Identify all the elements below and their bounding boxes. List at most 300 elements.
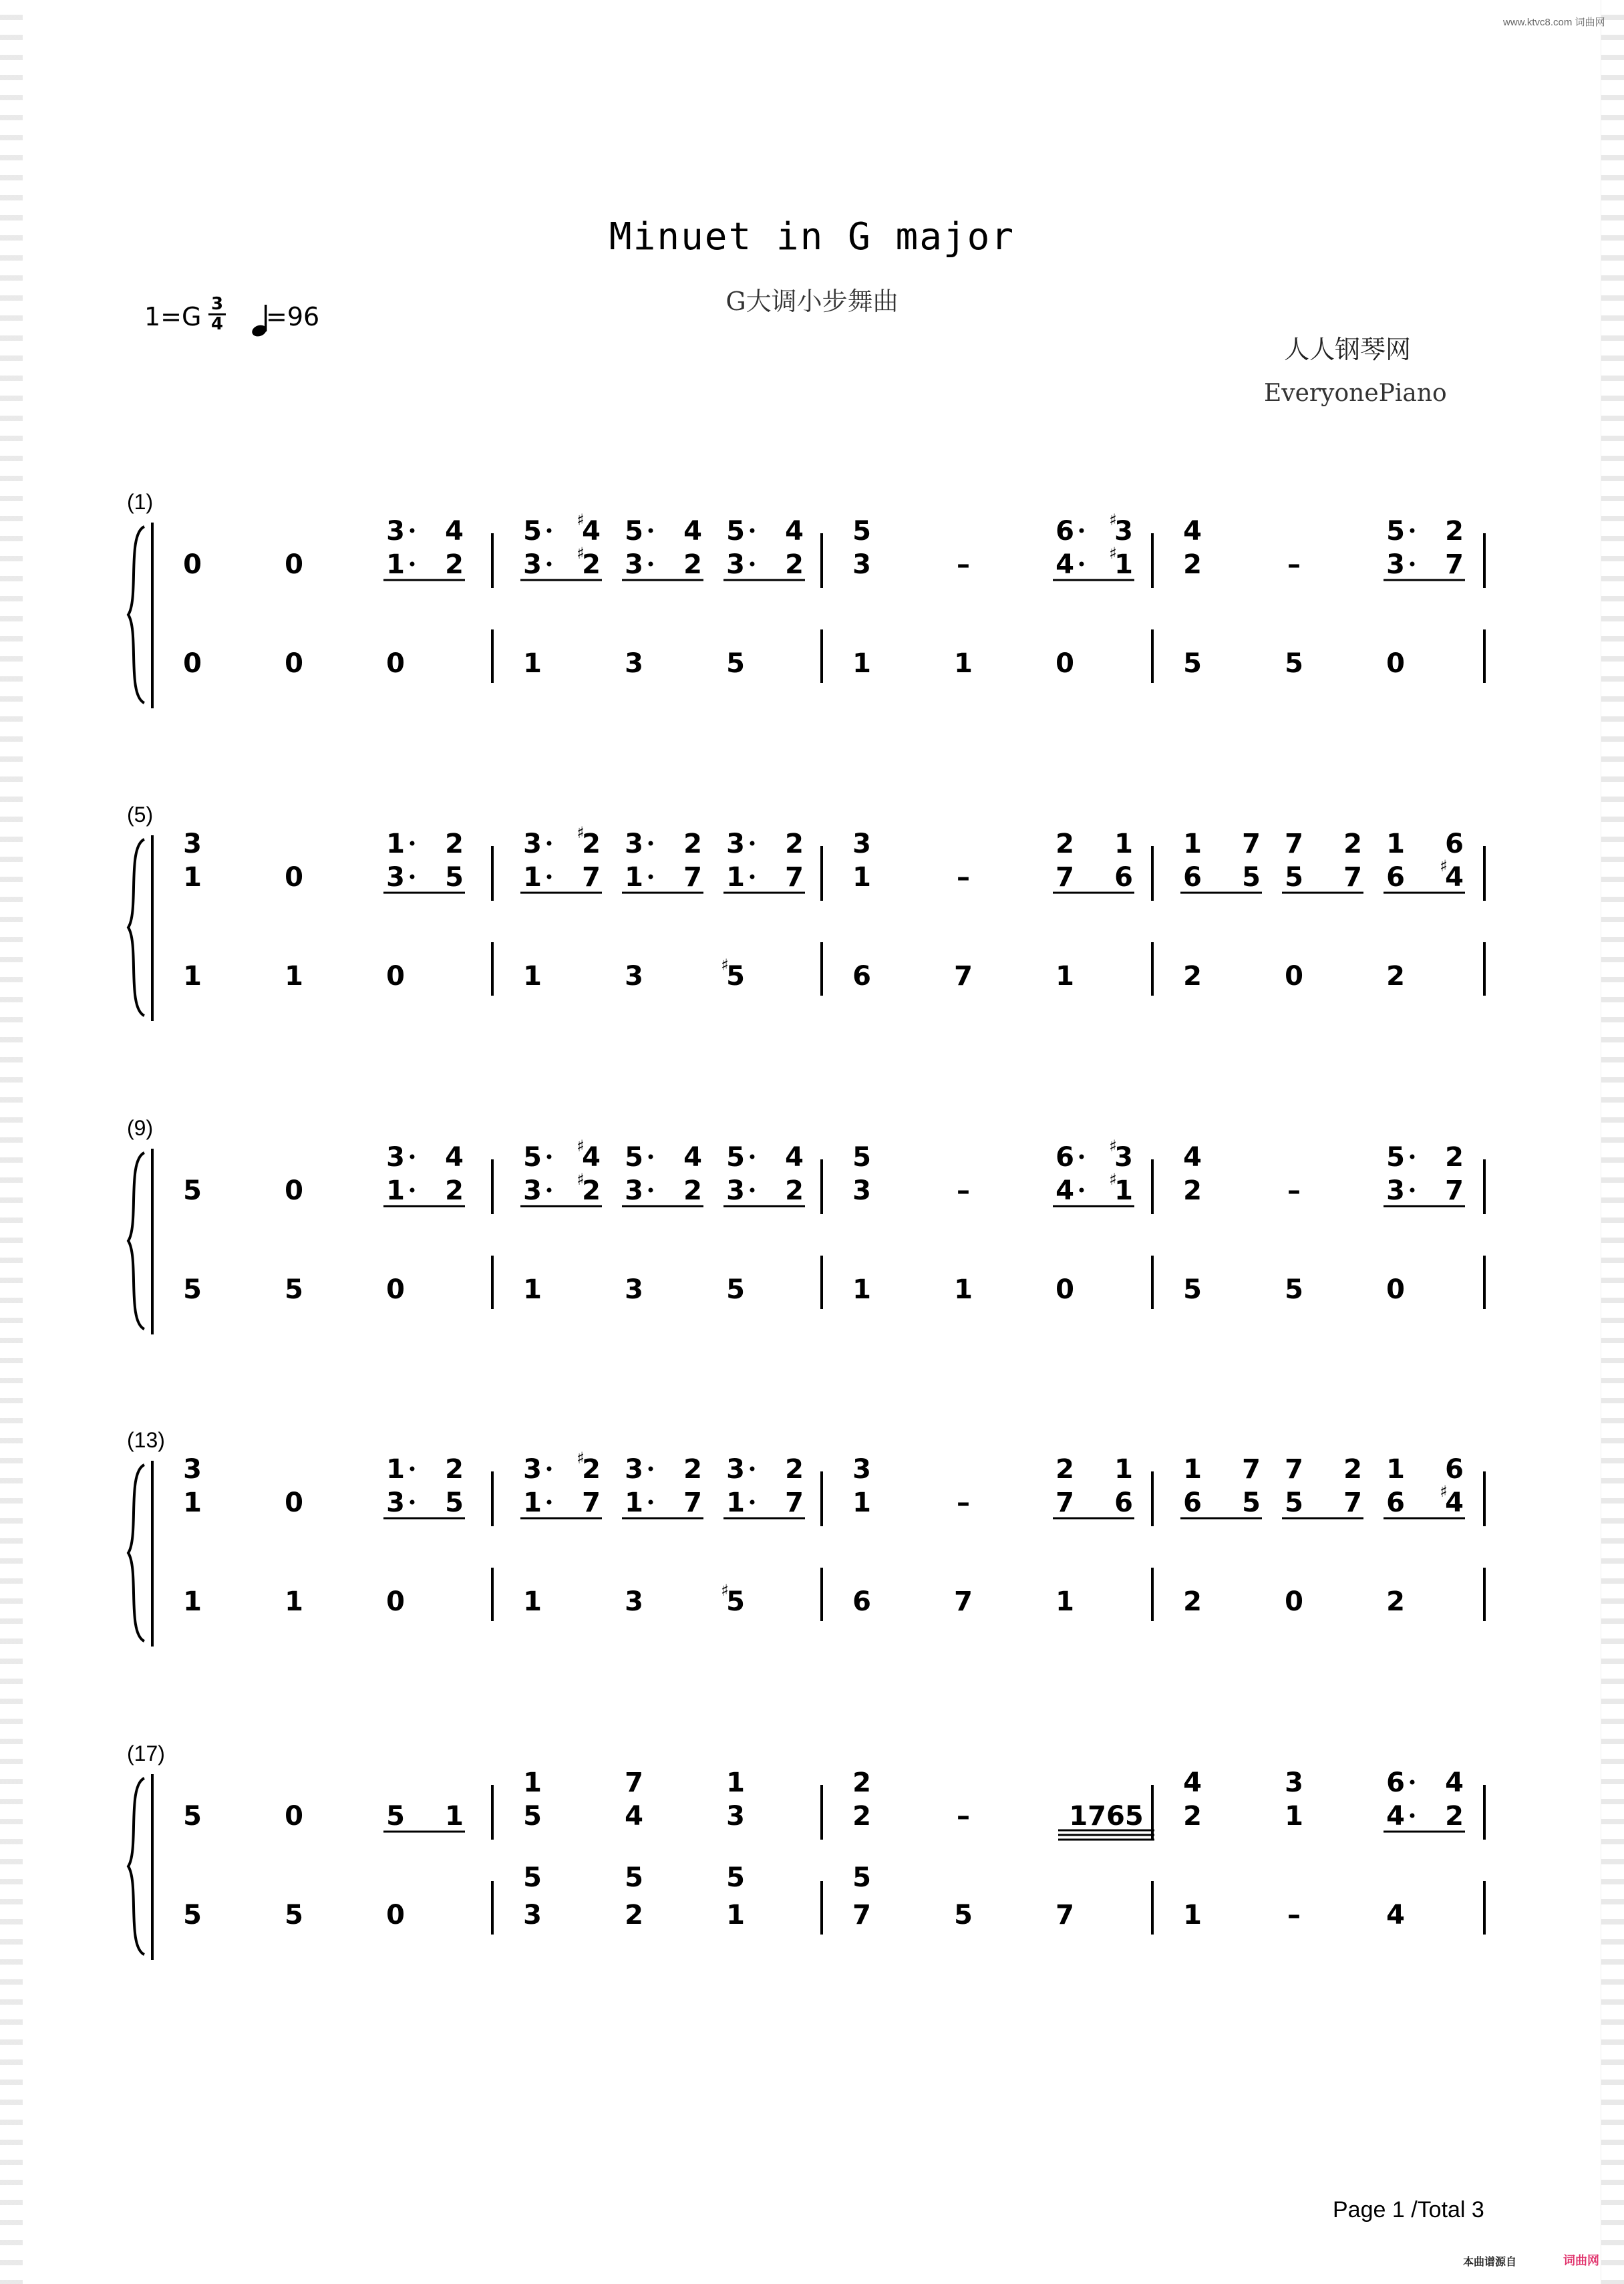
augmentation-dot <box>1410 1814 1415 1818</box>
bass-note: 1 <box>183 961 202 992</box>
treble-upper-note: 1 <box>523 1767 542 1798</box>
treble-upper-note: 3 <box>625 829 643 859</box>
treble-lower-note: 3 <box>523 1175 542 1206</box>
treble-lower-note: 1 <box>445 1801 464 1832</box>
treble-upper-note: 2 <box>852 1767 871 1798</box>
treble-upper-note: 5 <box>1386 516 1405 547</box>
score-system <box>0 1733 1624 2013</box>
treble-upper-note: 4 <box>1445 1767 1464 1798</box>
treble-upper-note: 2 <box>785 829 804 859</box>
augmentation-dot <box>410 1155 415 1159</box>
augmentation-dot <box>1080 529 1084 533</box>
treble-lower-note: 7 <box>1343 862 1362 893</box>
source-site: 词曲网 <box>1563 2254 1599 2268</box>
bass-note: 5 <box>1183 1274 1202 1305</box>
bass-note: 5 <box>1183 648 1202 679</box>
augmentation-dot <box>750 1467 755 1471</box>
augmentation-dot <box>547 841 552 846</box>
augmentation-dot <box>1410 1155 1415 1159</box>
treble-lower-note: 2 <box>852 1801 871 1832</box>
bass-upper-note: 5 <box>852 1862 871 1893</box>
bass-note: 7 <box>1055 1900 1074 1931</box>
bass-upper-note: 5 <box>625 1862 643 1893</box>
grand-staff-brace <box>128 1465 144 1641</box>
measure-number: (17) <box>127 1741 165 1765</box>
time-sig-bottom: 4 <box>210 314 224 334</box>
augmentation-dot <box>410 875 415 879</box>
treble-upper-note: 4 <box>785 516 804 547</box>
augmentation-dot <box>410 1467 415 1471</box>
treble-lower-note: 3 <box>386 1487 405 1518</box>
treble-upper-note: 1 <box>1183 829 1202 859</box>
augmentation-dot <box>547 529 552 533</box>
treble-lower-note: 4 <box>1445 1487 1464 1518</box>
treble-upper-note: 7 <box>1242 829 1261 859</box>
treble-lower-note: 7 <box>1445 549 1464 580</box>
augmentation-dot <box>1410 1780 1415 1785</box>
treble-lower-note: 5 <box>183 1801 202 1832</box>
treble-lower-note: 2 <box>1183 1175 1202 1206</box>
treble-lower-note: 5 <box>523 1801 542 1832</box>
treble-lower-note: 1 <box>852 1487 871 1518</box>
treble-lower-note: 0 <box>285 549 303 580</box>
treble-upper-note: 6 <box>1386 1767 1405 1798</box>
bass-note: 1 <box>954 1274 973 1305</box>
bass-note: 0 <box>183 648 202 679</box>
treble-upper-note: 3 <box>386 516 405 547</box>
treble-lower-note: 4 <box>1055 1175 1074 1206</box>
score-subtitle: G大调小步舞曲 <box>725 287 899 316</box>
bass-note: 5 <box>183 1900 202 1931</box>
bass-note: 6 <box>852 961 871 992</box>
augmentation-dot <box>750 1188 755 1193</box>
treble-lower-note: 0 <box>183 549 202 580</box>
augmentation-dot <box>410 529 415 533</box>
augmentation-dot <box>649 1155 653 1159</box>
treble-lower-note: 0 <box>285 1175 303 1206</box>
treble-lower-note: 7 <box>1055 1487 1074 1518</box>
grand-staff-brace <box>128 527 144 703</box>
bass-note: 1 <box>1183 1900 1202 1931</box>
treble-lower-note: – <box>957 1801 970 1832</box>
treble-lower-note: 7 <box>582 862 601 893</box>
treble-lower-note: 0 <box>285 862 303 893</box>
bass-note: 1 <box>523 1586 542 1617</box>
treble-lower-note: 3 <box>726 1175 745 1206</box>
augmentation-dot <box>649 1188 653 1193</box>
bass-note: 0 <box>1285 1586 1303 1617</box>
treble-lower-note: 3 <box>386 862 405 893</box>
score-system <box>0 794 1624 1075</box>
bass-note: – <box>1287 1900 1301 1931</box>
bass-note: 0 <box>386 1586 405 1617</box>
sharp-sign: ♯ <box>1109 1170 1117 1189</box>
bass-note: 2 <box>1183 961 1202 992</box>
treble-upper-note: 1 <box>1386 829 1405 859</box>
augmentation-dot <box>649 1500 653 1505</box>
grand-staff-brace <box>128 1778 144 1955</box>
bass-note: 1 <box>523 961 542 992</box>
treble-lower-note: 2 <box>785 549 804 580</box>
treble-upper-note: 5 <box>523 1142 542 1173</box>
treble-upper-note: 2 <box>1055 829 1074 859</box>
bass-note: 0 <box>285 648 303 679</box>
augmentation-dot <box>547 1155 552 1159</box>
treble-upper-note: 1 <box>386 1454 405 1485</box>
treble-lower-note: 2 <box>683 549 702 580</box>
treble-lower-note: 3 <box>625 549 643 580</box>
treble-lower-note: 7 <box>785 862 804 893</box>
augmentation-dot <box>1410 529 1415 533</box>
measure-number: (5) <box>127 803 154 827</box>
bass-note: 5 <box>1285 1274 1303 1305</box>
augmentation-dot <box>750 875 755 879</box>
augmentation-dot <box>649 529 653 533</box>
treble-upper-note: 5 <box>1386 1142 1405 1173</box>
treble-upper-note: 3 <box>726 829 745 859</box>
treble-upper-note: 2 <box>582 1454 601 1485</box>
treble-lower-note: 1 <box>386 549 405 580</box>
treble-upper-note: 2 <box>1343 829 1362 859</box>
augmentation-dot <box>547 875 552 879</box>
measure-number: (1) <box>127 490 154 514</box>
treble-upper-note: 5 <box>523 516 542 547</box>
bass-note: 0 <box>386 648 405 679</box>
treble-lower-note: 5 <box>1242 862 1261 893</box>
treble-upper-note: 6 <box>1055 516 1074 547</box>
treble-lower-note: 0 <box>285 1487 303 1518</box>
treble-lower-note: 3 <box>1386 1175 1405 1206</box>
treble-upper-note: 5 <box>625 1142 643 1173</box>
bass-note: 3 <box>523 1900 542 1931</box>
measure-number: (13) <box>127 1428 165 1452</box>
treble-upper-note: 4 <box>445 1142 464 1173</box>
score-system <box>0 481 1624 762</box>
augmentation-dot <box>649 562 653 567</box>
treble-note-group: 1765 <box>1069 1801 1144 1832</box>
treble-upper-note: 3 <box>183 1454 202 1485</box>
bass-note: 1 <box>183 1586 202 1617</box>
treble-upper-note: 3 <box>625 1454 643 1485</box>
augmentation-dot <box>547 562 552 567</box>
treble-lower-note: 6 <box>1386 1487 1405 1518</box>
bass-note: 0 <box>1055 1274 1074 1305</box>
treble-lower-note: 7 <box>683 862 702 893</box>
treble-lower-note: 4 <box>1055 549 1074 580</box>
time-sig-top: 3 <box>208 295 226 315</box>
augmentation-dot <box>547 1467 552 1471</box>
bass-note: 4 <box>1386 1900 1405 1931</box>
bass-note: 1 <box>726 1900 745 1931</box>
treble-lower-note: 5 <box>386 1801 405 1832</box>
treble-upper-note: 6 <box>1445 829 1464 859</box>
bass-note: 7 <box>954 961 973 992</box>
treble-lower-note: 3 <box>852 1175 871 1206</box>
bass-note: 1 <box>285 1586 303 1617</box>
treble-lower-note: 2 <box>445 1175 464 1206</box>
treble-upper-note: 1 <box>1114 1454 1133 1485</box>
augmentation-dot <box>750 529 755 533</box>
treble-upper-note: 3 <box>386 1142 405 1173</box>
treble-upper-note: 7 <box>625 1767 643 1798</box>
treble-upper-note: 1 <box>386 829 405 859</box>
sharp-sign: ♯ <box>1109 1137 1117 1155</box>
treble-lower-note: 5 <box>1285 862 1303 893</box>
bass-upper-note: 5 <box>726 1862 745 1893</box>
treble-lower-note: 3 <box>726 549 745 580</box>
treble-lower-note: 1 <box>625 1487 643 1518</box>
bass-note: 1 <box>1055 961 1074 992</box>
augmentation-dot <box>1080 1188 1084 1193</box>
treble-lower-note: 2 <box>1183 1801 1202 1832</box>
treble-lower-note: 3 <box>523 549 542 580</box>
treble-upper-note: 2 <box>1055 1454 1074 1485</box>
bass-note: 1 <box>1055 1586 1074 1617</box>
treble-lower-note: 1 <box>625 862 643 893</box>
treble-upper-note: 7 <box>1285 829 1303 859</box>
augmentation-dot <box>547 1188 552 1193</box>
bass-note: 0 <box>386 1900 405 1931</box>
treble-upper-note: 5 <box>625 516 643 547</box>
treble-lower-note: 3 <box>852 549 871 580</box>
bass-note: 3 <box>625 648 643 679</box>
treble-lower-note: 3 <box>726 1801 745 1832</box>
arranger-name: 人人钢琴网 <box>1284 335 1412 364</box>
treble-lower-note: 5 <box>183 1175 202 1206</box>
treble-lower-note: – <box>957 549 970 580</box>
treble-lower-note: 6 <box>1386 862 1405 893</box>
treble-lower-note: 5 <box>445 862 464 893</box>
treble-upper-note: 2 <box>1445 516 1464 547</box>
bass-note: 5 <box>183 1274 202 1305</box>
bass-note: 1 <box>852 1274 871 1305</box>
augmentation-dot <box>410 562 415 567</box>
treble-lower-note: – <box>1287 1175 1301 1206</box>
treble-lower-note: 6 <box>1183 862 1202 893</box>
sharp-sign: ♯ <box>1109 511 1117 529</box>
treble-upper-note: 6 <box>1055 1142 1074 1173</box>
sharp-sign: ♯ <box>1109 544 1117 563</box>
treble-lower-note: 2 <box>1183 549 1202 580</box>
bass-note: 1 <box>523 1274 542 1305</box>
treble-upper-note: 2 <box>683 829 702 859</box>
bass-note: 7 <box>852 1900 871 1931</box>
treble-lower-note: 1 <box>726 1487 745 1518</box>
bass-note: 5 <box>726 1274 745 1305</box>
treble-lower-note: 1 <box>1285 1801 1303 1832</box>
treble-upper-note: 4 <box>1183 516 1202 547</box>
treble-upper-note: 2 <box>1343 1454 1362 1485</box>
treble-lower-note: 0 <box>285 1801 303 1832</box>
bass-note: 5 <box>726 961 745 992</box>
treble-lower-note: – <box>957 1175 970 1206</box>
treble-upper-note: 1 <box>1114 829 1133 859</box>
treble-upper-note: 2 <box>445 829 464 859</box>
treble-lower-note: 5 <box>1285 1487 1303 1518</box>
augmentation-dot <box>410 1188 415 1193</box>
bass-note: 1 <box>523 648 542 679</box>
treble-lower-note: 5 <box>445 1487 464 1518</box>
bass-note: 6 <box>852 1586 871 1617</box>
treble-lower-note: 1 <box>386 1175 405 1206</box>
treble-upper-note: 1 <box>1183 1454 1202 1485</box>
treble-lower-note: – <box>957 862 970 893</box>
site-watermark: www.ktvc8.com 词曲网 <box>1503 17 1605 28</box>
treble-upper-note: 2 <box>785 1454 804 1485</box>
treble-upper-note: 4 <box>1183 1767 1202 1798</box>
treble-upper-note: 2 <box>445 1454 464 1485</box>
treble-lower-note: 7 <box>1343 1487 1362 1518</box>
treble-lower-note: 7 <box>785 1487 804 1518</box>
bass-note: 0 <box>1386 1274 1405 1305</box>
augmentation-dot <box>750 1155 755 1159</box>
augmentation-dot <box>1080 562 1084 567</box>
bass-note: 2 <box>1386 961 1405 992</box>
treble-lower-note: 1 <box>1114 549 1133 580</box>
sharp-sign: ♯ <box>577 511 585 529</box>
treble-upper-note: 3 <box>852 1454 871 1485</box>
augmentation-dot <box>410 841 415 846</box>
bass-note: 7 <box>954 1586 973 1617</box>
key-signature: 1=G <box>144 302 202 331</box>
treble-lower-note: 2 <box>445 549 464 580</box>
treble-lower-note: 2 <box>683 1175 702 1206</box>
bass-note: 0 <box>1285 961 1303 992</box>
treble-lower-note: 2 <box>1445 1801 1464 1832</box>
bass-note: 2 <box>1183 1586 1202 1617</box>
page-number: Page 1 /Total 3 <box>1333 2197 1484 2223</box>
augmentation-dot <box>649 1467 653 1471</box>
tempo-marking: =96 <box>266 302 320 331</box>
bass-note: 5 <box>726 648 745 679</box>
source-note: 本曲谱源自 <box>1463 2255 1517 2268</box>
treble-lower-note: 6 <box>1114 862 1133 893</box>
treble-lower-note: 1 <box>183 862 202 893</box>
treble-upper-note: 3 <box>1114 1142 1133 1173</box>
sharp-sign: ♯ <box>577 1137 585 1155</box>
augmentation-dot <box>410 1500 415 1505</box>
treble-lower-note: 1 <box>1114 1175 1133 1206</box>
sharp-sign: ♯ <box>577 823 585 842</box>
treble-lower-note: 7 <box>582 1487 601 1518</box>
grand-staff-brace <box>128 839 144 1016</box>
augmentation-dot <box>750 841 755 846</box>
treble-lower-note: 2 <box>582 549 601 580</box>
treble-upper-note: 5 <box>852 1142 871 1173</box>
score-system <box>0 1107 1624 1388</box>
treble-upper-note: 4 <box>1183 1142 1202 1173</box>
bass-note: 1 <box>954 648 973 679</box>
augmentation-dot <box>750 1500 755 1505</box>
treble-lower-note: 7 <box>1055 862 1074 893</box>
augmentation-dot <box>1410 1188 1415 1193</box>
treble-lower-note: 7 <box>683 1487 702 1518</box>
treble-upper-note: 3 <box>1114 516 1133 547</box>
augmentation-dot <box>750 562 755 567</box>
treble-upper-note: 1 <box>1386 1454 1405 1485</box>
treble-upper-note: 1 <box>726 1767 745 1798</box>
sharp-sign: ♯ <box>721 956 729 974</box>
augmentation-dot <box>649 841 653 846</box>
treble-upper-note: 3 <box>523 1454 542 1485</box>
augmentation-dot <box>547 1500 552 1505</box>
bass-note: 5 <box>285 1900 303 1931</box>
bass-note: 5 <box>726 1586 745 1617</box>
bass-note: 0 <box>386 961 405 992</box>
augmentation-dot <box>649 875 653 879</box>
treble-lower-note: – <box>1287 549 1301 580</box>
treble-lower-note: 1 <box>726 862 745 893</box>
bass-note: 0 <box>1055 648 1074 679</box>
treble-lower-note: 3 <box>625 1175 643 1206</box>
treble-lower-note: 2 <box>582 1175 601 1206</box>
treble-upper-note: 4 <box>582 1142 601 1173</box>
treble-upper-note: 3 <box>726 1454 745 1485</box>
treble-lower-note: 7 <box>1445 1175 1464 1206</box>
treble-upper-note: 2 <box>1445 1142 1464 1173</box>
treble-upper-note: 6 <box>1445 1454 1464 1485</box>
treble-lower-note: 4 <box>1386 1801 1405 1832</box>
sharp-sign: ♯ <box>577 1170 585 1189</box>
grand-staff-brace <box>128 1153 144 1329</box>
sharp-sign: ♯ <box>577 544 585 563</box>
treble-upper-note: 4 <box>683 1142 702 1173</box>
bass-note: 3 <box>625 961 643 992</box>
bass-note: 2 <box>625 1900 643 1931</box>
treble-upper-note: 4 <box>445 516 464 547</box>
treble-upper-note: 2 <box>582 829 601 859</box>
measure-number: (9) <box>127 1116 154 1140</box>
treble-upper-note: 4 <box>785 1142 804 1173</box>
treble-lower-note: 5 <box>1242 1487 1261 1518</box>
sharp-sign: ♯ <box>1440 857 1448 875</box>
bass-upper-note: 5 <box>523 1862 542 1893</box>
treble-upper-note: 3 <box>183 829 202 859</box>
score-system <box>0 1419 1624 1700</box>
treble-upper-note: 2 <box>683 1454 702 1485</box>
treble-lower-note: – <box>957 1487 970 1518</box>
treble-upper-note: 3 <box>1285 1767 1303 1798</box>
treble-lower-note: 6 <box>1114 1487 1133 1518</box>
treble-upper-note: 5 <box>726 516 745 547</box>
bass-note: 5 <box>1285 648 1303 679</box>
bass-note: 0 <box>1386 648 1405 679</box>
bass-note: 2 <box>1386 1586 1405 1617</box>
treble-lower-note: 1 <box>183 1487 202 1518</box>
treble-upper-note: 5 <box>852 516 871 547</box>
augmentation-dot <box>1410 562 1415 567</box>
sharp-sign: ♯ <box>577 1449 585 1467</box>
treble-upper-note: 3 <box>523 829 542 859</box>
treble-lower-note: 4 <box>1445 862 1464 893</box>
bass-note: 1 <box>852 648 871 679</box>
treble-lower-note: 1 <box>523 1487 542 1518</box>
treble-lower-note: 2 <box>785 1175 804 1206</box>
bass-note: 3 <box>625 1586 643 1617</box>
treble-lower-note: 4 <box>625 1801 643 1832</box>
treble-upper-note: 3 <box>852 829 871 859</box>
treble-lower-note: 1 <box>523 862 542 893</box>
bass-note: 5 <box>285 1274 303 1305</box>
treble-upper-note: 7 <box>1242 1454 1261 1485</box>
sharp-sign: ♯ <box>721 1581 729 1600</box>
treble-lower-note: 3 <box>1386 549 1405 580</box>
time-signature <box>208 295 226 333</box>
bass-note: 1 <box>285 961 303 992</box>
treble-upper-note: 4 <box>582 516 601 547</box>
sharp-sign: ♯ <box>1440 1482 1448 1501</box>
treble-lower-note: 6 <box>1183 1487 1202 1518</box>
